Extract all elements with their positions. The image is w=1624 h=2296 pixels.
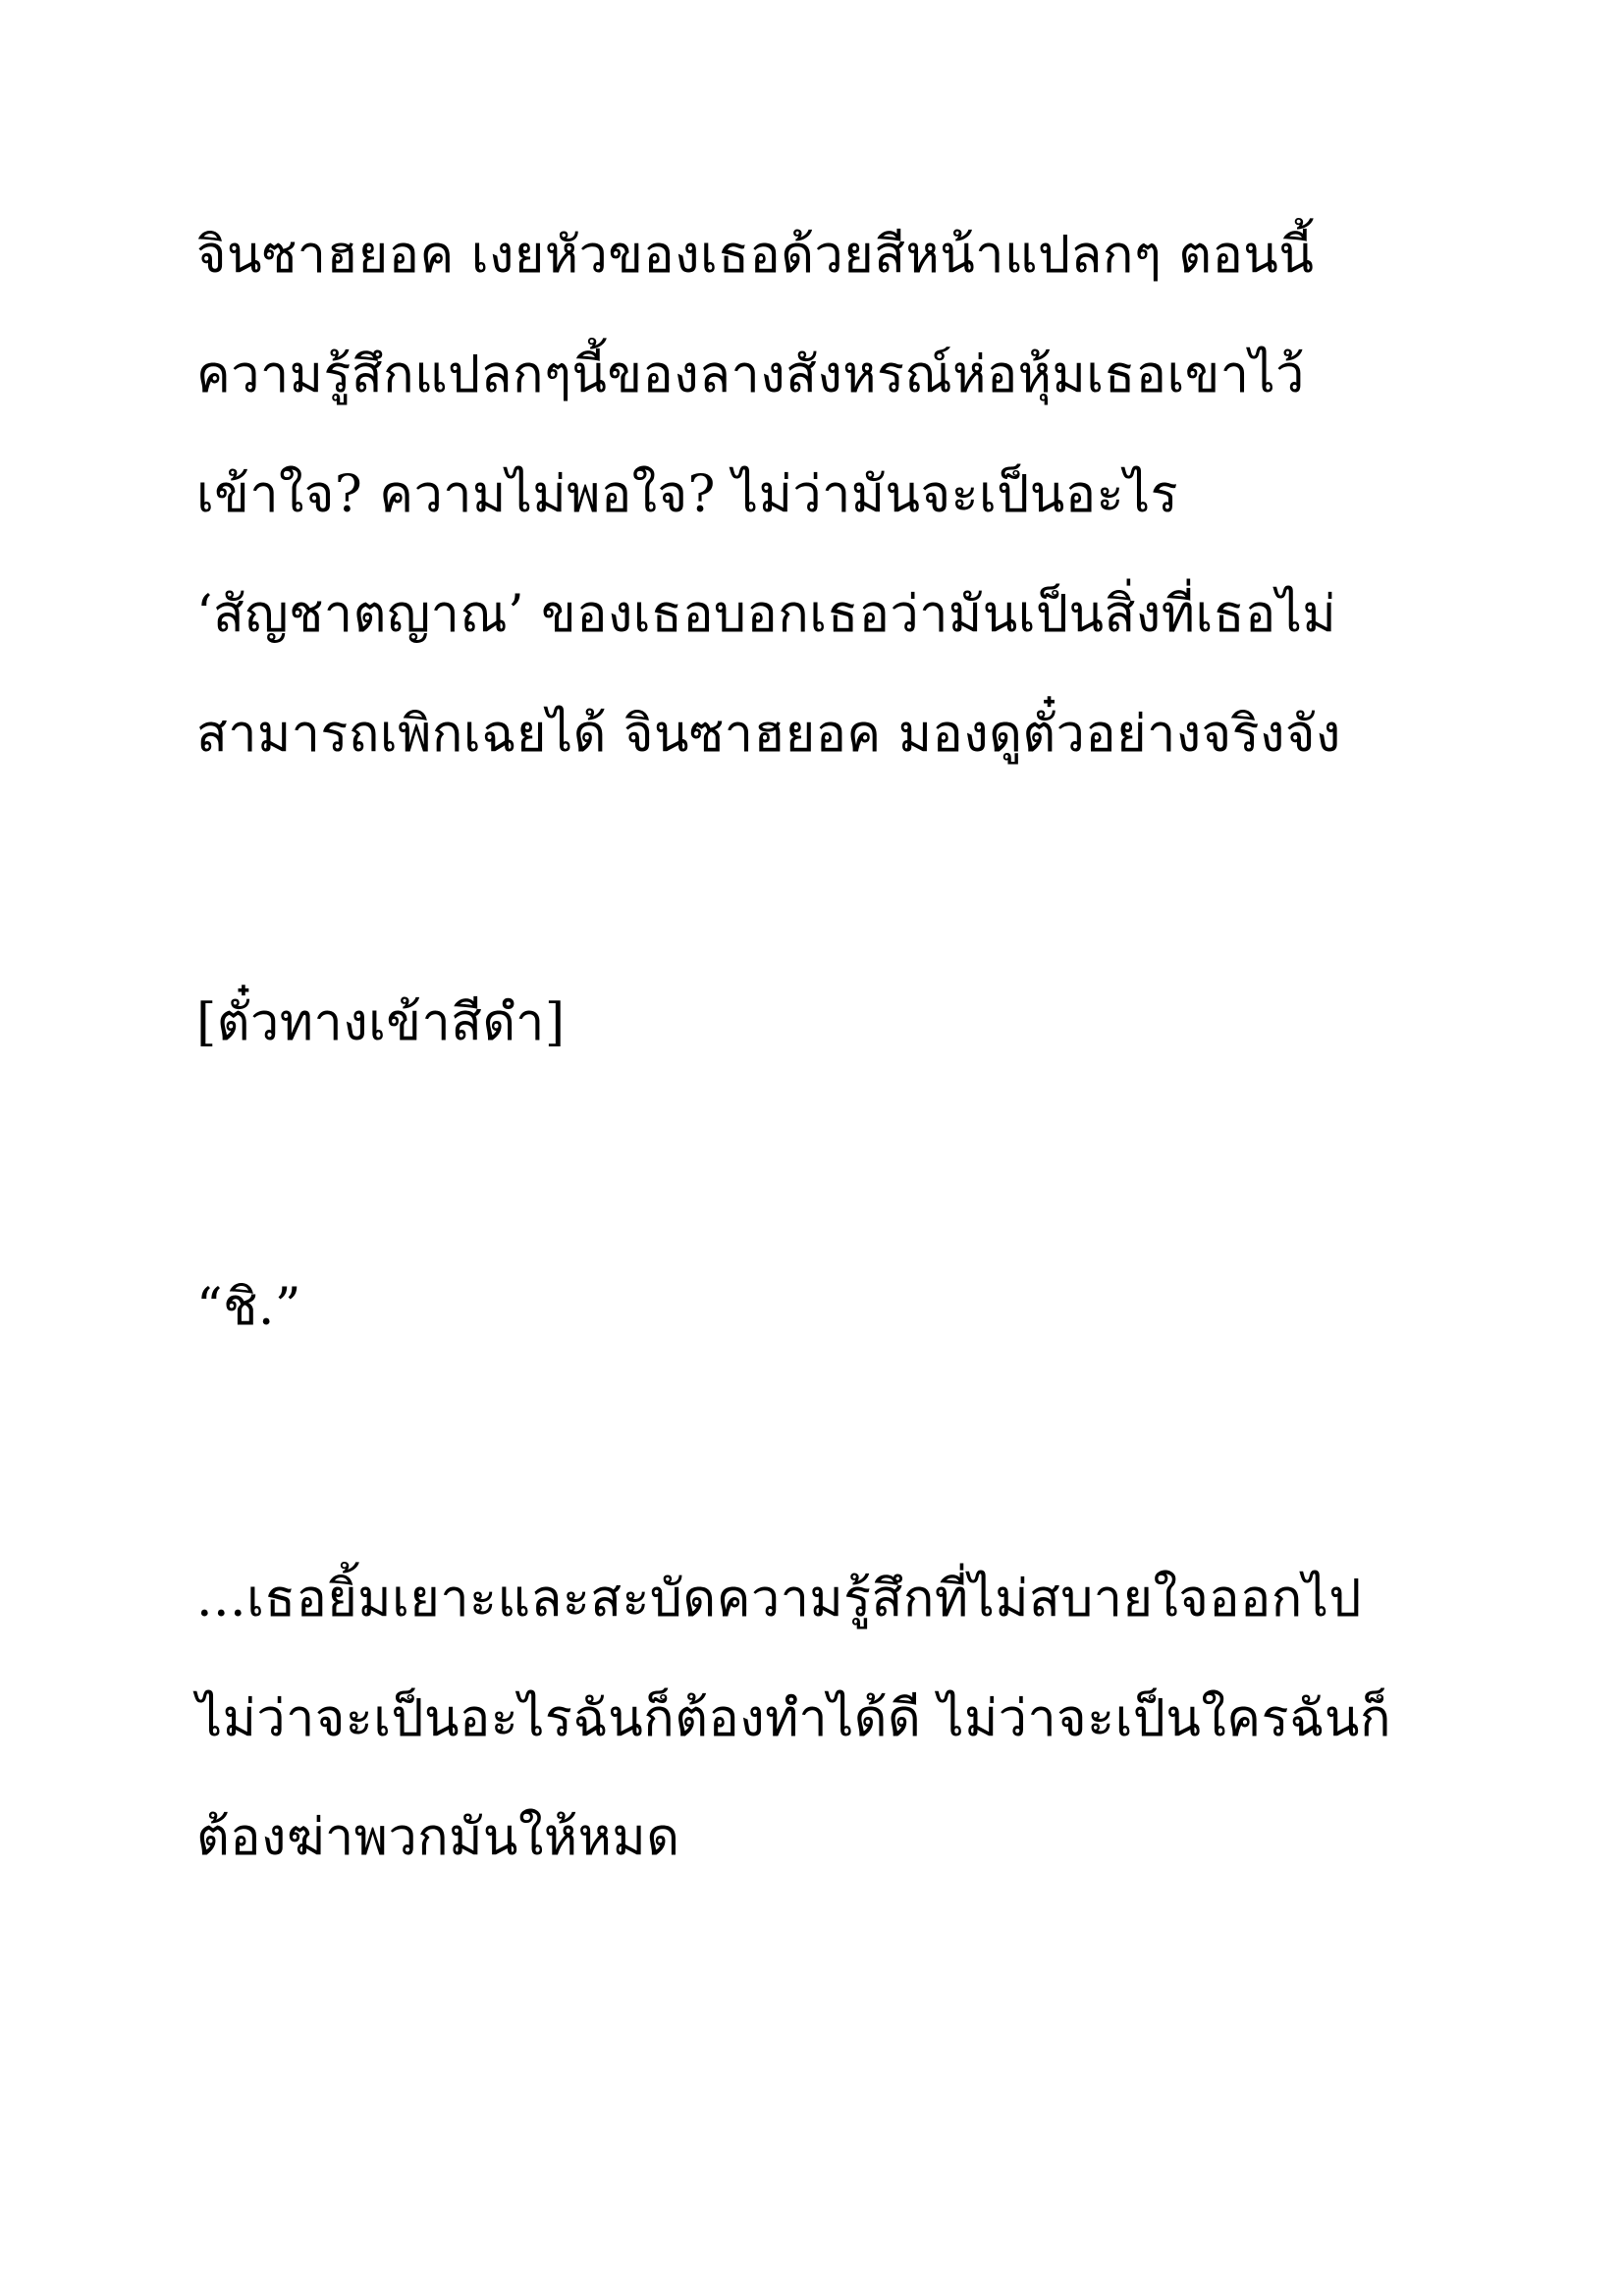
paragraph-1-line-4: ‘สัญชาตญาณ’ ของเธอบอกเธอว่ามันเป็นสิ่งที่เธอไม่ <box>196 585 1337 644</box>
paragraph-1-line-2: ความรู้สึกแปลกๆนี้ของลางสังหรณ์ห่อหุ้มเธอเขาไว้ <box>196 346 1305 404</box>
paragraph-2-line-2: ไม่ว่าจะเป็นอะไรฉันก็ต้องทำได้ดี ไม่ว่าจะเป็นใครฉันก็ <box>196 1689 1391 1748</box>
paragraph-1-line-3: เข้าใจ? ความไม่พอใจ? ไม่ว่ามันจะเป็นอะไร <box>196 465 1179 524</box>
paragraph-2-line-1: ...เธอยิ้มเยาะและสะบัดความรู้สึกที่ไม่สบายใจออกไป <box>196 1570 1362 1629</box>
paragraph-1-line-1: จินซาฮยอค เงยหัวของเธอด้วยสีหน้าแปลกๆ ตอนนี้ <box>196 226 1315 285</box>
dialogue-line: “ชิ.” <box>196 1278 301 1337</box>
ticket-line: [ตั๋วทางเข้าสีดำ] <box>196 993 566 1052</box>
paragraph-2-line-3: ต้องฆ่าพวกมันให้หมด <box>196 1808 680 1867</box>
paragraph-1-line-5: สามารถเพิกเฉยได้ จินซาฮยอค มองดูตั๋วอย่างจริงจัง <box>196 705 1341 764</box>
